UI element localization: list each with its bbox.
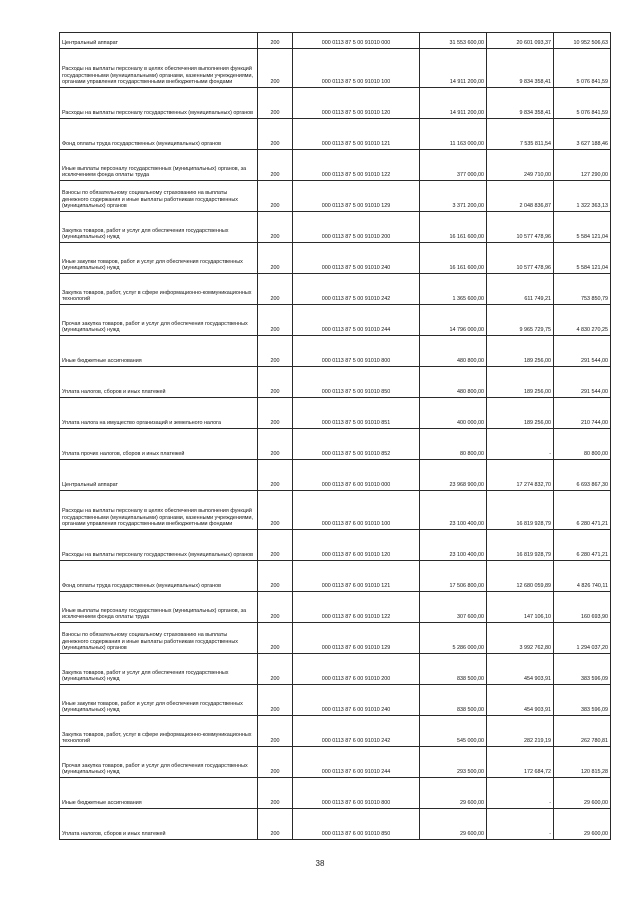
row-unexecuted-cell: 6 280 471,21 [554, 491, 611, 530]
row-budget-code-cell: 000 0113 87 5 00 91010 800 [293, 336, 420, 367]
row-budget-code-cell: 000 0113 87 6 00 91010 100 [293, 491, 420, 530]
table-row [60, 530, 611, 561]
row-executed-cell: 282 219,19 [487, 716, 554, 747]
row-budget-code-cell: 000 0113 87 5 00 91010 850 [293, 367, 420, 398]
row-name-cell: Прочая закупка товаров, работ и услуг для обеспечения государственных (муниципальных) нужд [60, 747, 258, 778]
table-row [60, 49, 611, 88]
row-executed-cell: 611 749,21 [487, 274, 554, 305]
row-executed-cell: 3 992 762,80 [487, 623, 554, 654]
row-budget-code-cell: 000 0113 87 5 00 91010 200 [293, 212, 420, 243]
row-unexecuted-cell: 4 826 740,11 [554, 561, 611, 592]
row-executed-cell: 10 577 478,96 [487, 243, 554, 274]
row-budget-code-cell: 000 0113 87 6 00 91010 200 [293, 654, 420, 685]
table-row [60, 33, 611, 49]
row-unexecuted-cell: 1 322 363,13 [554, 181, 611, 212]
table-row [60, 398, 611, 429]
row-budget-code-cell: 000 0113 87 5 00 91010 852 [293, 429, 420, 460]
row-approved-cell: 400 000,00 [420, 398, 487, 429]
row-name-cell: Расходы на выплаты персоналу в целях обеспечения выполнения функций государственными (муниципальными) органами, казенными учреждениями, органами управления государственными внебюджетными фондами [60, 491, 258, 530]
row-approved-cell: 14 911 200,00 [420, 88, 487, 119]
row-budget-code-cell: 000 0113 87 6 00 91010 121 [293, 561, 420, 592]
row-budget-code-cell: 000 0113 87 6 00 91010 244 [293, 747, 420, 778]
row-line-code-cell: 200 [258, 561, 293, 592]
row-budget-code-cell: 000 0113 87 5 00 91010 122 [293, 150, 420, 181]
row-line-code-cell: 200 [258, 530, 293, 561]
row-budget-code-cell: 000 0113 87 5 00 91010 851 [293, 398, 420, 429]
row-line-code-cell: 200 [258, 243, 293, 274]
row-unexecuted-cell: 80 800,00 [554, 429, 611, 460]
row-line-code-cell: 200 [258, 654, 293, 685]
row-approved-cell: 14 911 200,00 [420, 49, 487, 88]
row-line-code-cell: 200 [258, 336, 293, 367]
row-executed-cell: 454 903,91 [487, 654, 554, 685]
row-unexecuted-cell: 383 596,09 [554, 654, 611, 685]
table-row [60, 561, 611, 592]
row-name-cell: Уплата налогов, сборов и иных платежей [60, 367, 258, 398]
row-budget-code-cell: 000 0113 87 5 00 91010 244 [293, 305, 420, 336]
row-name-cell: Взносы по обязательному социальному страхованию на выплаты денежного содержания и иные выплаты работникам государственных (муниципальных) органов [60, 623, 258, 654]
row-name-cell: Иные выплаты персоналу государственных (муниципальных) органов, за исключением фонда оплаты труда [60, 150, 258, 181]
row-unexecuted-cell: 127 290,00 [554, 150, 611, 181]
row-line-code-cell: 200 [258, 49, 293, 88]
row-unexecuted-cell: 29 600,00 [554, 778, 611, 809]
row-name-cell: Уплата налога на имущество организаций и земельного налога [60, 398, 258, 429]
row-approved-cell: 16 161 600,00 [420, 243, 487, 274]
row-name-cell: Закупка товаров, работ и услуг для обеспечения государственных (муниципальных) нужд [60, 212, 258, 243]
row-unexecuted-cell: 5 584 121,04 [554, 212, 611, 243]
row-approved-cell: 307 600,00 [420, 592, 487, 623]
table-row [60, 623, 611, 654]
row-approved-cell: 480 800,00 [420, 367, 487, 398]
row-approved-cell: 11 163 000,00 [420, 119, 487, 150]
row-executed-cell: - [487, 809, 554, 840]
table-row [60, 119, 611, 150]
row-line-code-cell: 200 [258, 747, 293, 778]
row-line-code-cell: 200 [258, 150, 293, 181]
table-row [60, 305, 611, 336]
row-line-code-cell: 200 [258, 429, 293, 460]
table-row [60, 592, 611, 623]
row-budget-code-cell: 000 0113 87 5 00 91010 121 [293, 119, 420, 150]
row-line-code-cell: 200 [258, 778, 293, 809]
row-unexecuted-cell: 160 693,90 [554, 592, 611, 623]
row-approved-cell: 14 796 000,00 [420, 305, 487, 336]
row-unexecuted-cell: 210 744,00 [554, 398, 611, 429]
row-unexecuted-cell: 262 780,81 [554, 716, 611, 747]
table-row [60, 181, 611, 212]
row-unexecuted-cell: 753 850,79 [554, 274, 611, 305]
row-approved-cell: 838 500,00 [420, 654, 487, 685]
row-name-cell: Взносы по обязательному социальному страхованию на выплаты денежного содержания и иные выплаты работникам государственных (муниципальных) органов [60, 181, 258, 212]
row-budget-code-cell: 000 0113 87 5 00 91010 129 [293, 181, 420, 212]
row-approved-cell: 293 500,00 [420, 747, 487, 778]
table-row [60, 685, 611, 716]
row-unexecuted-cell: 3 627 188,46 [554, 119, 611, 150]
row-name-cell: Иные бюджетные ассигнования [60, 336, 258, 367]
row-name-cell: Иные бюджетные ассигнования [60, 778, 258, 809]
table-row [60, 212, 611, 243]
row-name-cell: Прочая закупка товаров, работ и услуг для обеспечения государственных (муниципальных) нужд [60, 305, 258, 336]
row-line-code-cell: 200 [258, 809, 293, 840]
row-unexecuted-cell: 5 584 121,04 [554, 243, 611, 274]
row-approved-cell: 29 600,00 [420, 778, 487, 809]
row-approved-cell: 17 506 800,00 [420, 561, 487, 592]
row-executed-cell: - [487, 429, 554, 460]
row-name-cell: Фонд оплаты труда государственных (муниципальных) органов [60, 561, 258, 592]
table-row [60, 460, 611, 491]
row-budget-code-cell: 000 0113 87 6 00 91010 122 [293, 592, 420, 623]
page-number: 38 [315, 859, 325, 868]
row-name-cell: Фонд оплаты труда государственных (муниципальных) органов [60, 119, 258, 150]
row-executed-cell: 7 535 811,54 [487, 119, 554, 150]
row-unexecuted-cell: 383 596,09 [554, 685, 611, 716]
row-approved-cell: 480 800,00 [420, 336, 487, 367]
row-approved-cell: 16 161 600,00 [420, 212, 487, 243]
row-name-cell: Уплата налогов, сборов и иных платежей [60, 809, 258, 840]
row-executed-cell: 172 684,72 [487, 747, 554, 778]
table-row [60, 367, 611, 398]
row-line-code-cell: 200 [258, 685, 293, 716]
row-line-code-cell: 200 [258, 592, 293, 623]
row-unexecuted-cell: 1 294 037,20 [554, 623, 611, 654]
table-row [60, 716, 611, 747]
row-unexecuted-cell: 291 544,00 [554, 367, 611, 398]
row-approved-cell: 545 000,00 [420, 716, 487, 747]
row-executed-cell: 249 710,00 [487, 150, 554, 181]
row-approved-cell: 29 600,00 [420, 809, 487, 840]
row-executed-cell: 189 256,00 [487, 398, 554, 429]
row-unexecuted-cell: 5 076 841,59 [554, 49, 611, 88]
budget-execution-table [59, 32, 611, 840]
row-unexecuted-cell: 120 815,28 [554, 747, 611, 778]
row-unexecuted-cell: 5 076 841,59 [554, 88, 611, 119]
row-budget-code-cell: 000 0113 87 6 00 91010 850 [293, 809, 420, 840]
row-line-code-cell: 200 [258, 398, 293, 429]
row-line-code-cell: 200 [258, 212, 293, 243]
row-name-cell: Иные закупки товаров, работ и услуг для обеспечения государственных (муниципальных) нужд [60, 685, 258, 716]
table-body [60, 33, 611, 840]
row-budget-code-cell: 000 0113 87 6 00 91010 242 [293, 716, 420, 747]
row-executed-cell: 147 106,10 [487, 592, 554, 623]
row-name-cell: Расходы на выплаты персоналу в целях обеспечения выполнения функций государственными (муниципальными) органами, казенными учреждениями, органами управления государственными внебюджетными фондами [60, 49, 258, 88]
row-approved-cell: 5 286 000,00 [420, 623, 487, 654]
row-line-code-cell: 200 [258, 491, 293, 530]
row-line-code-cell: 200 [258, 181, 293, 212]
row-name-cell: Закупка товаров, работ и услуг для обеспечения государственных (муниципальных) нужд [60, 654, 258, 685]
row-name-cell: Уплата прочих налогов, сборов и иных платежей [60, 429, 258, 460]
row-executed-cell: 20 601 093,37 [487, 33, 554, 49]
table-row [60, 778, 611, 809]
row-approved-cell: 1 365 600,00 [420, 274, 487, 305]
row-approved-cell: 3 371 200,00 [420, 181, 487, 212]
row-executed-cell: 454 903,91 [487, 685, 554, 716]
row-executed-cell: 17 274 832,70 [487, 460, 554, 491]
row-budget-code-cell: 000 0113 87 5 00 91010 120 [293, 88, 420, 119]
row-unexecuted-cell: 291 544,00 [554, 336, 611, 367]
row-line-code-cell: 200 [258, 88, 293, 119]
table-row [60, 150, 611, 181]
row-budget-code-cell: 000 0113 87 6 00 91010 129 [293, 623, 420, 654]
table-row [60, 747, 611, 778]
row-executed-cell: 2 048 836,87 [487, 181, 554, 212]
row-unexecuted-cell: 6 280 471,21 [554, 530, 611, 561]
table-row [60, 491, 611, 530]
row-approved-cell: 31 553 600,00 [420, 33, 487, 49]
table-row [60, 336, 611, 367]
row-name-cell: Закупка товаров, работ, услуг в сфере информационно-коммуникационных технологий [60, 716, 258, 747]
row-line-code-cell: 200 [258, 367, 293, 398]
row-executed-cell: 10 577 478,96 [487, 212, 554, 243]
row-unexecuted-cell: 29 600,00 [554, 809, 611, 840]
row-line-code-cell: 200 [258, 119, 293, 150]
row-budget-code-cell: 000 0113 87 6 00 91010 240 [293, 685, 420, 716]
row-budget-code-cell: 000 0113 87 6 00 91010 800 [293, 778, 420, 809]
row-name-cell: Расходы на выплаты персоналу государственных (муниципальных) органов [60, 88, 258, 119]
row-name-cell: Закупка товаров, работ, услуг в сфере информационно-коммуникационных технологий [60, 274, 258, 305]
row-budget-code-cell: 000 0113 87 5 00 91010 242 [293, 274, 420, 305]
row-name-cell: Расходы на выплаты персоналу государственных (муниципальных) органов [60, 530, 258, 561]
row-executed-cell: 9 965 729,75 [487, 305, 554, 336]
table-row [60, 654, 611, 685]
row-name-cell: Иные выплаты персоналу государственных (муниципальных) органов, за исключением фонда оплаты труда [60, 592, 258, 623]
row-executed-cell: - [487, 778, 554, 809]
row-budget-code-cell: 000 0113 87 5 00 91010 000 [293, 33, 420, 49]
row-unexecuted-cell: 10 952 506,63 [554, 33, 611, 49]
row-approved-cell: 838 500,00 [420, 685, 487, 716]
row-executed-cell: 16 819 928,79 [487, 530, 554, 561]
row-line-code-cell: 200 [258, 305, 293, 336]
row-unexecuted-cell: 6 693 867,30 [554, 460, 611, 491]
row-approved-cell: 23 968 900,00 [420, 460, 487, 491]
row-executed-cell: 9 834 358,41 [487, 49, 554, 88]
row-executed-cell: 189 256,00 [487, 336, 554, 367]
row-line-code-cell: 200 [258, 716, 293, 747]
table-row [60, 809, 611, 840]
row-approved-cell: 377 000,00 [420, 150, 487, 181]
row-executed-cell: 9 834 358,41 [487, 88, 554, 119]
row-line-code-cell: 200 [258, 274, 293, 305]
row-executed-cell: 189 256,00 [487, 367, 554, 398]
row-line-code-cell: 200 [258, 33, 293, 49]
row-unexecuted-cell: 4 830 270,25 [554, 305, 611, 336]
table-row [60, 243, 611, 274]
row-budget-code-cell: 000 0113 87 5 00 91010 100 [293, 49, 420, 88]
table-row [60, 88, 611, 119]
row-budget-code-cell: 000 0113 87 6 00 91010 120 [293, 530, 420, 561]
row-name-cell: Центральный аппарат [60, 460, 258, 491]
row-name-cell: Центральный аппарат [60, 33, 258, 49]
table-row [60, 429, 611, 460]
row-executed-cell: 16 819 928,79 [487, 491, 554, 530]
table-row [60, 274, 611, 305]
row-budget-code-cell: 000 0113 87 6 00 91010 000 [293, 460, 420, 491]
row-approved-cell: 23 100 400,00 [420, 530, 487, 561]
row-approved-cell: 80 800,00 [420, 429, 487, 460]
row-line-code-cell: 200 [258, 623, 293, 654]
row-executed-cell: 12 680 059,89 [487, 561, 554, 592]
row-name-cell: Иные закупки товаров, работ и услуг для обеспечения государственных (муниципальных) нужд [60, 243, 258, 274]
row-budget-code-cell: 000 0113 87 5 00 91010 240 [293, 243, 420, 274]
row-line-code-cell: 200 [258, 460, 293, 491]
row-approved-cell: 23 100 400,00 [420, 491, 487, 530]
